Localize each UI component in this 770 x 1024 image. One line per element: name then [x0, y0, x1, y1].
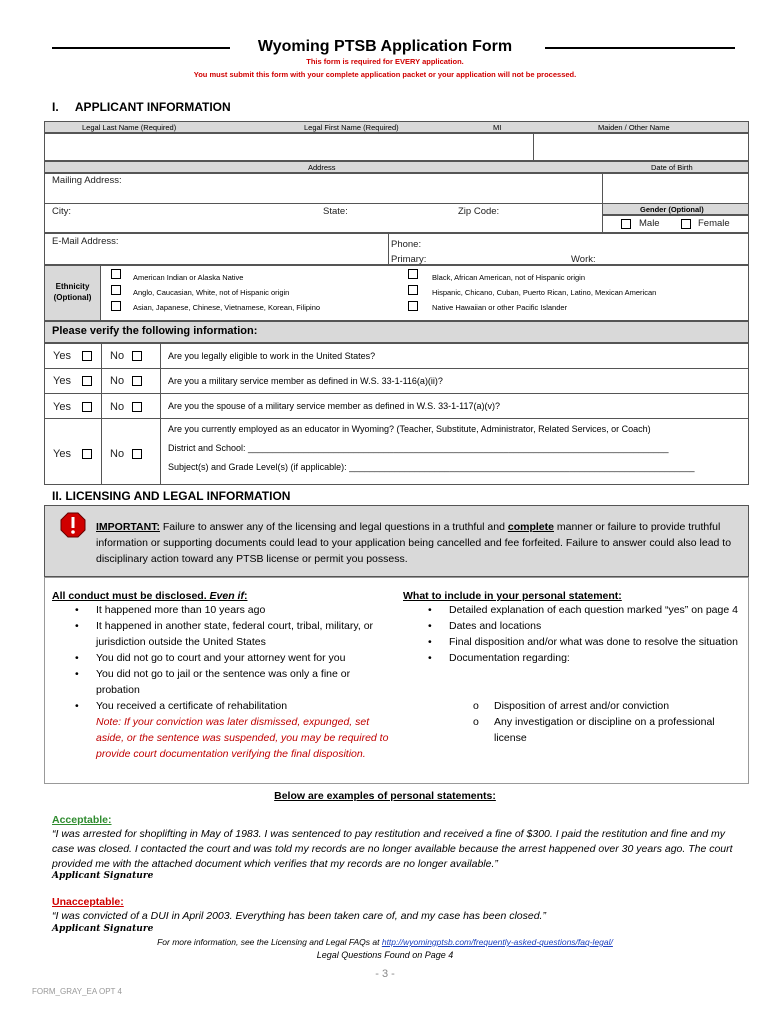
question-text: Are you a military service member as defined in W.S. 33-1-116(a)(ii)? — [168, 376, 443, 386]
more-info-text: For more information, see the Licensing and Legal FAQs at — [157, 937, 382, 947]
ethnicity-option: Native Hawaiian or other Pacific Islander — [432, 303, 568, 312]
divider — [101, 343, 102, 485]
submit-note: You must submit this form with your complete application packet or your application will not be processed. — [193, 70, 577, 79]
bullet: • — [75, 668, 79, 680]
list-item-text: Documentation regarding: — [449, 652, 570, 664]
conduct-note — [52, 714, 392, 762]
more-info — [0, 937, 770, 947]
bullet: • — [75, 652, 79, 664]
acceptable-label: Acceptable: — [52, 814, 112, 826]
dob-label: Date of Birth — [651, 163, 693, 172]
ethnicity-checkbox[interactable] — [111, 269, 121, 279]
examples-title — [0, 788, 770, 804]
bullet: o — [473, 716, 479, 728]
list-item-text: You received a certificate of rehabilitation — [96, 700, 288, 712]
yes-label: Yes — [53, 350, 71, 362]
bullet: • — [428, 620, 432, 632]
bullet: • — [75, 700, 79, 712]
list-item-text: You did not go to court and your attorney went for you — [96, 652, 346, 664]
maiden-name-label: Maiden / Other Name — [598, 123, 670, 132]
section-1-title: I. APPLICANT INFORMATION — [52, 100, 231, 114]
question-text: Are you the spouse of a military service member as defined in W.S. 33-1-117(a)(v)? — [168, 401, 500, 411]
email-label: E-Mail Address: — [52, 236, 119, 247]
no-checkbox[interactable] — [132, 376, 142, 386]
important-text — [96, 519, 736, 567]
applicant-signature: Applicant Signature — [52, 871, 154, 881]
gender-label: Gender (Optional) — [640, 205, 704, 214]
ethnicity-option: Anglo, Caucasian, White, not of Hispanic origin — [133, 288, 290, 297]
ethnicity-optional-label: (Optional) — [53, 293, 92, 302]
yes-checkbox[interactable] — [82, 376, 92, 386]
phone-label: Phone: — [391, 239, 422, 250]
list-item — [405, 602, 740, 618]
important-body-a: Failure to answer any of the licensing and legal questions in a truthful and — [159, 521, 508, 533]
conduct-even-if: Even if — [209, 590, 244, 602]
first-name-label: Legal First Name (Required) — [304, 123, 399, 132]
page-number: - 3 - — [375, 968, 395, 980]
bullet: • — [428, 652, 432, 664]
list-item-text: It happened in another state, federal court, tribal, military, or jurisdiction outside the United States — [96, 620, 374, 648]
yes-label: Yes — [53, 375, 71, 387]
list-item-text: Detailed explanation of each question marked “yes” on page 4 — [449, 604, 738, 616]
list-item-text: Any investigation or discipline on a professional license — [494, 716, 715, 744]
conduct-title-text: All conduct must be disclosed. — [52, 590, 210, 602]
list-item — [450, 714, 740, 746]
unacceptable-label: Unacceptable: — [52, 896, 124, 908]
yes-checkbox[interactable] — [82, 449, 92, 459]
no-label: No — [110, 350, 125, 362]
list-item — [405, 650, 740, 666]
no-label: No — [110, 401, 125, 413]
city-label: City: — [52, 206, 71, 217]
subject-grade-field[interactable]: Subject(s) and Grade Level(s) (if applicable): _____________________________________________________________________ — [168, 462, 695, 472]
no-checkbox[interactable] — [132, 351, 142, 361]
last-name-label: Legal Last Name (Required) — [82, 123, 177, 132]
ethnicity-checkbox[interactable] — [111, 301, 121, 311]
list-item-text: Final disposition and/or what was done to resolve the situation — [449, 636, 738, 648]
female-label: Female — [698, 218, 730, 229]
ethnicity-checkbox[interactable] — [111, 285, 121, 295]
list-item-text: You did not go to jail or the sentence was only a fine or probation — [96, 668, 351, 696]
include-title-text: What to include in your personal statement: — [403, 590, 622, 602]
conduct-colon: : — [243, 590, 248, 602]
alert-icon — [60, 512, 86, 538]
yes-checkbox[interactable] — [82, 351, 92, 361]
bullet: • — [75, 604, 79, 616]
important-body-b: manner or failure to provide truthful information or supporting documents could lead to your application being cancelled and fee forfeited. Failure to answer could also lead to disciplinary action toward any PTSB license or permit you possess. — [96, 521, 732, 565]
verify-header-text: Please verify the following information: — [52, 325, 258, 337]
list-item — [52, 650, 392, 666]
ethnicity-label: Ethnicity — [55, 282, 90, 291]
legal-questions-found: Legal Questions Found on Page 4 — [316, 950, 454, 960]
bullet: • — [428, 604, 432, 616]
ethnicity-option: Asian, Japanese, Chinese, Vietnamese, Korean, Filipino — [133, 303, 321, 312]
faq-link[interactable]: http://wyomingptsb.com/frequently-asked-questions/faq-legal/ — [381, 937, 613, 947]
ethnicity-option: Black, African American, not of Hispanic origin — [432, 273, 585, 282]
male-checkbox[interactable] — [621, 219, 631, 229]
acceptable-text: “I was arrested for shoplifting in May of 1983. I was sentenced to pay restitution and received a fine of $300. I paid the restitution and fine and my case was closed. I contacted the court and was told my records are no longer available because the arrest happened over 30 years ago. The court provided me with the attached document which verifies that my records are no longer available.” — [52, 828, 733, 870]
address-label: Address — [308, 163, 336, 172]
list-item — [52, 602, 392, 618]
maiden-name-field[interactable] — [533, 133, 749, 161]
no-checkbox[interactable] — [132, 402, 142, 412]
ethnicity-option: American Indian or Alaska Native — [133, 273, 244, 282]
ethnicity-option: Hispanic, Chicano, Cuban, Puerto Rican, Latino, Mexican American — [432, 288, 657, 297]
primary-phone-label: Primary: — [391, 254, 427, 265]
name-input-field[interactable] — [44, 133, 534, 161]
include-list — [405, 602, 740, 666]
form-id: FORM_GRAY_EA OPT 4 — [32, 987, 122, 996]
divider — [160, 343, 161, 485]
phone-field[interactable] — [388, 233, 749, 265]
address-header-row — [44, 161, 749, 173]
work-phone-label: Work: — [571, 254, 596, 265]
zip-label: Zip Code: — [458, 206, 500, 217]
list-item — [52, 666, 392, 698]
district-school-field[interactable]: District and School: ____________________________________________________________________________________ — [168, 443, 669, 453]
list-item — [405, 634, 740, 650]
yes-checkbox[interactable] — [82, 402, 92, 412]
important-label: IMPORTANT: — [96, 521, 160, 533]
yes-label: Yes — [53, 448, 71, 460]
dob-field[interactable] — [602, 173, 749, 204]
question-text: Are you legally eligible to work in the United States? — [168, 351, 376, 361]
bullet: • — [75, 620, 79, 632]
mi-label: MI — [493, 123, 502, 132]
important-complete: complete — [507, 521, 554, 533]
list-item — [52, 618, 392, 650]
ethnicity-checkbox[interactable] — [408, 285, 418, 295]
unacceptable-text: “I was convicted of a DUI in April 2003. Everything has been taken care of, and my case has been closed.” — [52, 910, 546, 922]
no-label: No — [110, 448, 125, 460]
verify-row — [44, 343, 749, 369]
page-title: Wyoming PTSB Application Form — [257, 38, 513, 55]
list-item — [450, 698, 740, 714]
female-checkbox[interactable] — [681, 219, 691, 229]
no-checkbox[interactable] — [132, 449, 142, 459]
section-2-title: II. LICENSING AND LEGAL INFORMATION — [52, 489, 291, 503]
mailing-address-label: Mailing Address: — [52, 175, 122, 186]
list-item — [405, 618, 740, 634]
ethnicity-checkbox[interactable] — [408, 301, 418, 311]
mailing-address-field[interactable] — [44, 173, 603, 204]
list-item — [52, 698, 392, 714]
list-item-text: Dates and locations — [449, 620, 542, 632]
list-item-text: It happened more than 10 years ago — [96, 604, 266, 616]
male-label: Male — [639, 218, 660, 229]
include-sub-list — [450, 698, 740, 746]
applicant-signature: Applicant Signature — [52, 924, 154, 934]
state-label: State: — [323, 206, 348, 217]
examples-title-text: Below are examples of personal statements: — [274, 790, 496, 802]
bullet: • — [428, 636, 432, 648]
required-note: This form is required for EVERY application. — [306, 57, 464, 66]
list-item-text: Disposition of arrest and/or conviction — [494, 700, 670, 712]
conduct-list — [52, 602, 392, 762]
conduct-note-text: Note: If your conviction was later dismissed, expunged, set aside, or the sentence was suspended, you may be required to provide court documentation verifying the final disposition. — [96, 716, 389, 760]
educator-question: Are you currently employed as an educator in Wyoming? (Teacher, Substitute, Administrator, Related Services, or Coach) — [168, 424, 651, 434]
no-label: No — [110, 375, 125, 387]
yes-label: Yes — [53, 401, 71, 413]
ethnicity-checkbox[interactable] — [408, 269, 418, 279]
bullet: o — [473, 700, 479, 712]
